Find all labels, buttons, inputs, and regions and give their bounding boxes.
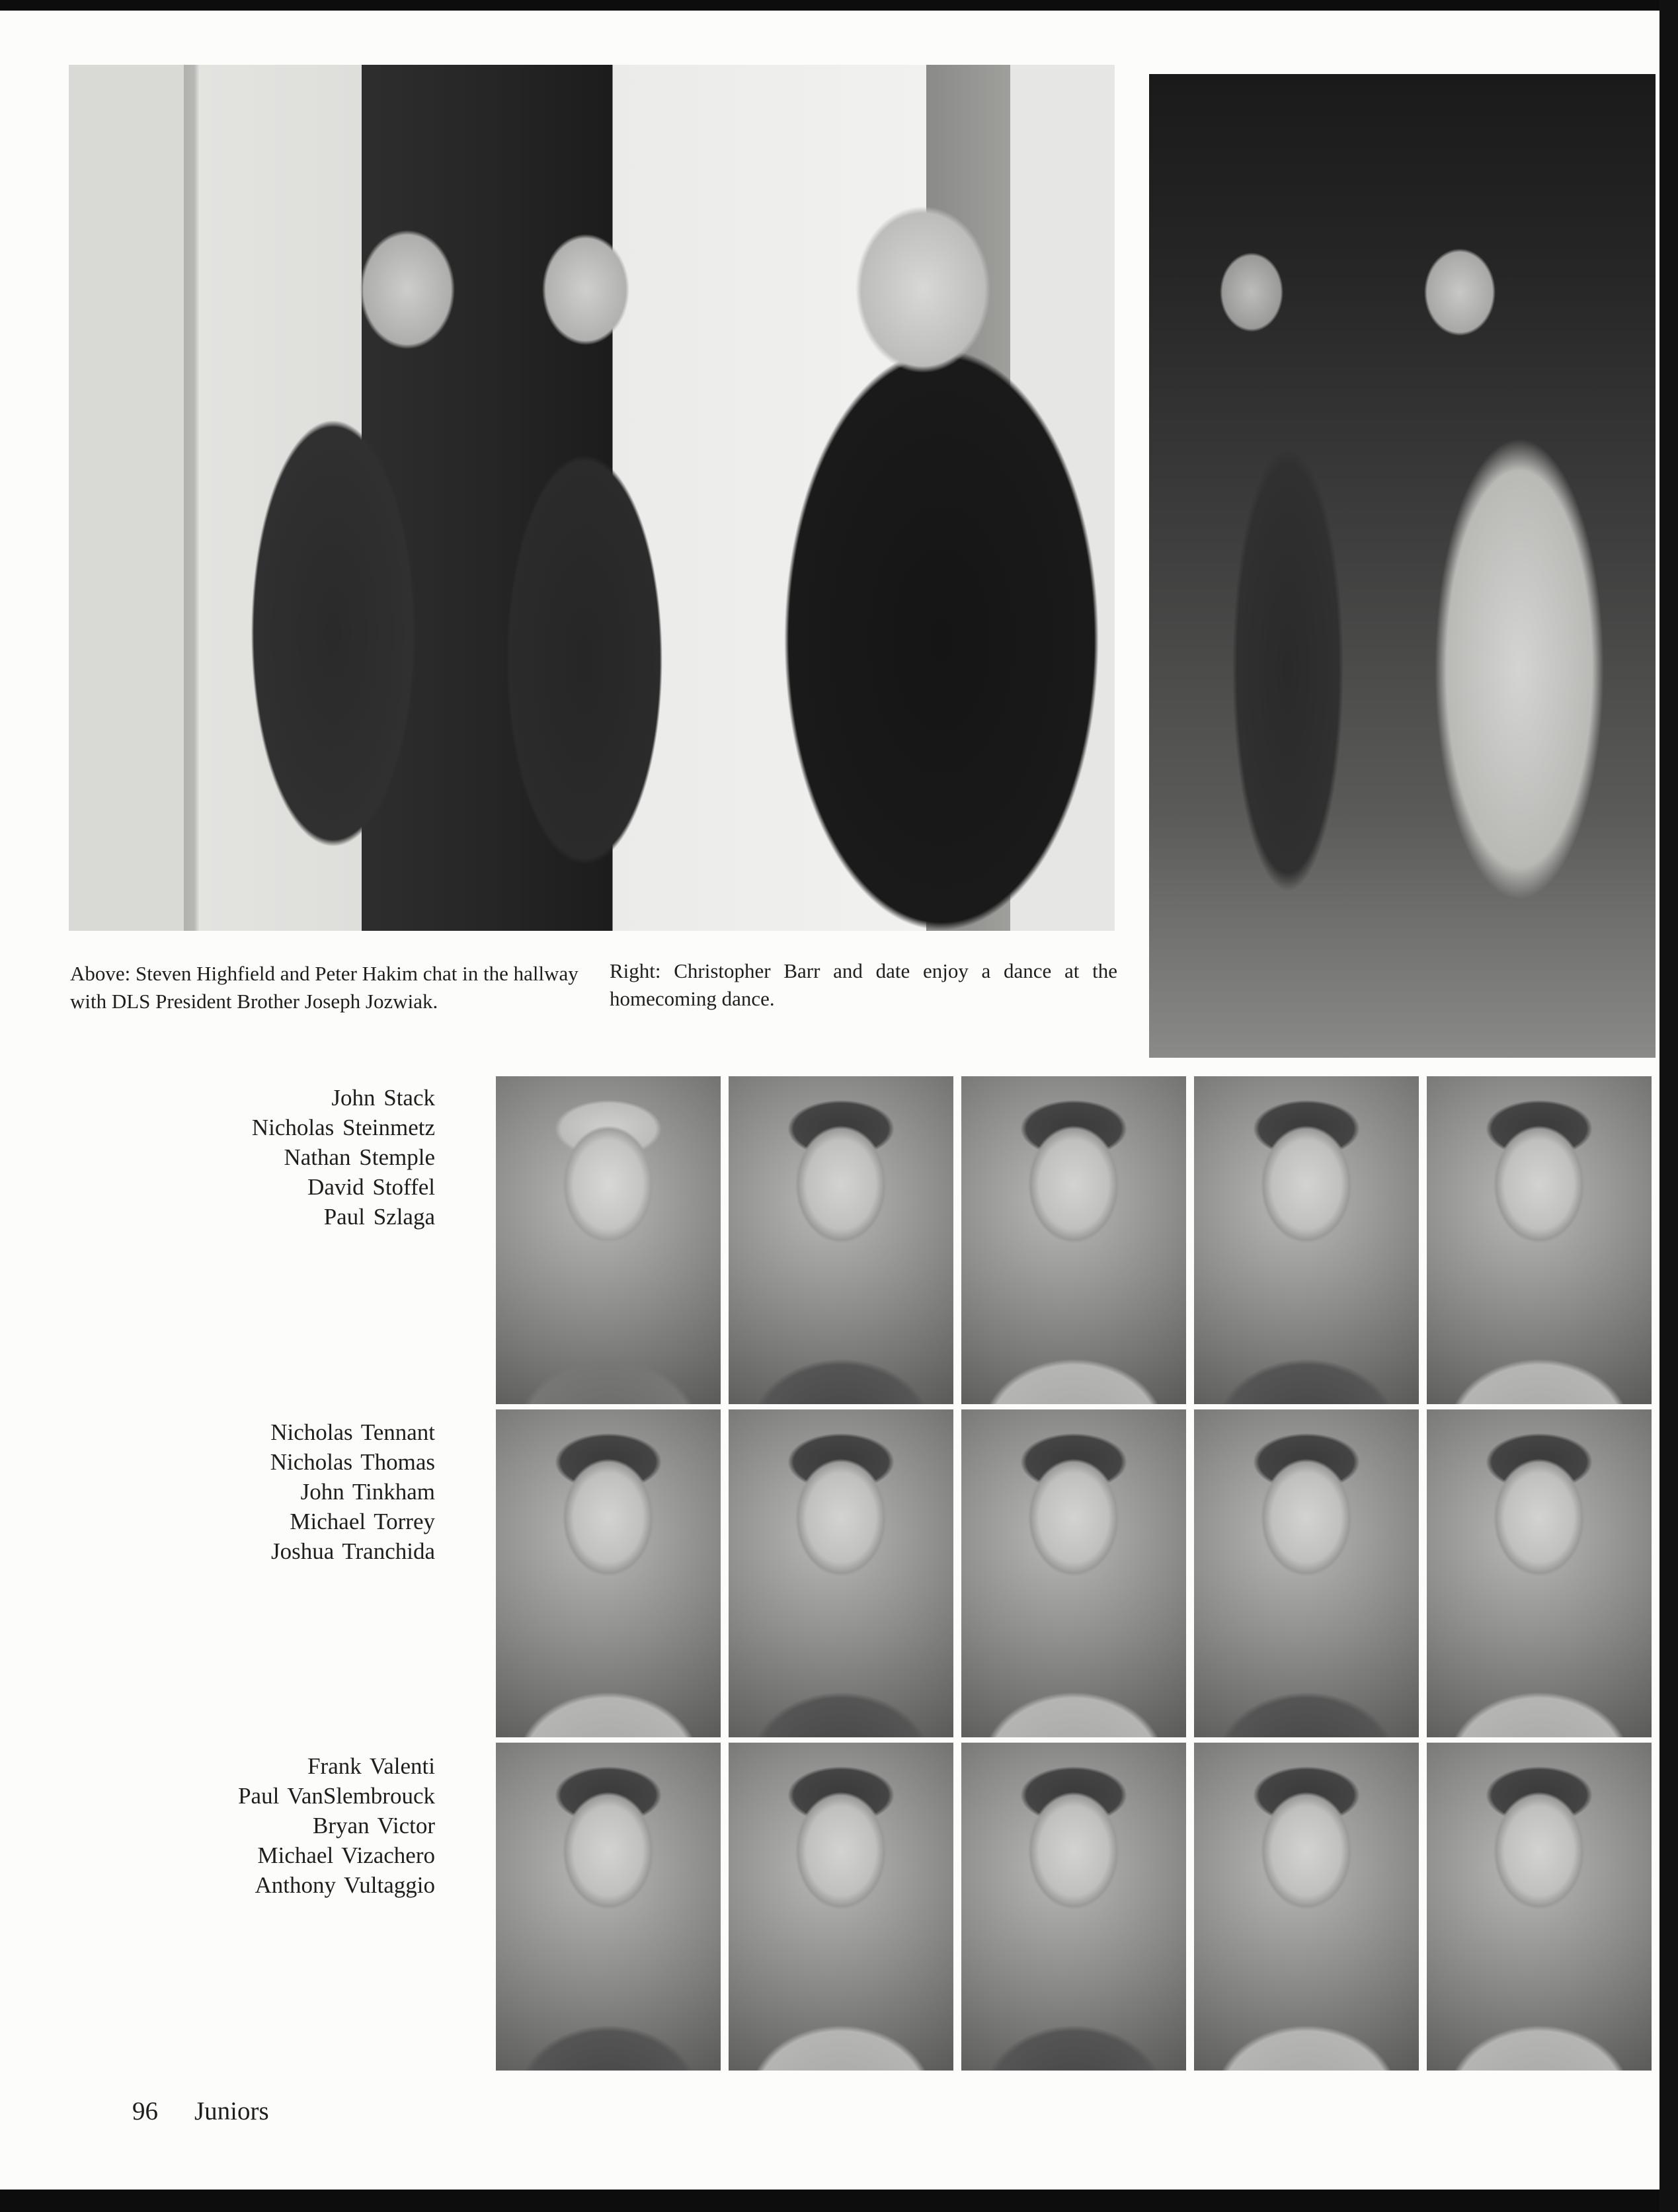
section-title: Juniors bbox=[194, 2097, 269, 2125]
student-name: Michael Torrey bbox=[290, 1509, 435, 1534]
portrait-photo bbox=[729, 1076, 953, 1404]
dance-photo-caption: Right: Christopher Barr and date enjoy a dance at the homecoming dance. bbox=[610, 959, 1117, 1010]
hallway-photo-caption: Above: Steven Highfield and Peter Hakim chat in the hallway with DLS President Brother Joseph Jozwiak. bbox=[70, 962, 579, 1013]
name-list-row-3 bbox=[0, 1751, 435, 1900]
portrait-photo bbox=[496, 1743, 721, 2071]
portrait-photo bbox=[496, 1076, 721, 1404]
student-name: Paul Szlaga bbox=[323, 1204, 435, 1230]
student-name: Bryan Victor bbox=[313, 1813, 435, 1838]
portrait-photo bbox=[729, 1743, 953, 2071]
student-name: Nicholas Thomas bbox=[270, 1449, 435, 1475]
name-list-row-2 bbox=[0, 1417, 435, 1566]
page-number: 96 bbox=[132, 2097, 158, 2125]
portrait-photo bbox=[496, 1409, 721, 1737]
student-name: Nicholas Steinmetz bbox=[251, 1115, 435, 1140]
student-name: Michael Vizachero bbox=[257, 1842, 435, 1868]
portrait-photo bbox=[1194, 1743, 1419, 2071]
portrait-photo bbox=[961, 1409, 1186, 1737]
portrait-photo bbox=[1427, 1076, 1652, 1404]
yearbook-page bbox=[0, 11, 1659, 2190]
portrait-photo bbox=[961, 1076, 1186, 1404]
name-list-row-1 bbox=[0, 1083, 435, 1232]
homecoming-dance-photo bbox=[1149, 74, 1656, 1058]
student-name: Nathan Stemple bbox=[284, 1144, 435, 1170]
student-name: Frank Valenti bbox=[307, 1753, 435, 1779]
hallway-photo bbox=[69, 65, 1115, 931]
page-edge bbox=[1659, 0, 1678, 2212]
portrait-photo bbox=[1427, 1409, 1652, 1737]
student-name: Paul VanSlembrouck bbox=[238, 1783, 435, 1809]
student-name: Joshua Tranchida bbox=[270, 1538, 435, 1564]
portrait-photo bbox=[1194, 1076, 1419, 1404]
portrait-photo bbox=[729, 1409, 953, 1737]
student-name: Anthony Vultaggio bbox=[255, 1872, 435, 1898]
portrait-photo bbox=[961, 1743, 1186, 2071]
student-name: John Tinkham bbox=[300, 1479, 435, 1505]
student-name: Nicholas Tennant bbox=[270, 1419, 435, 1445]
student-name: John Stack bbox=[331, 1085, 435, 1111]
portrait-photo bbox=[1427, 1743, 1652, 2071]
portrait-photo bbox=[1194, 1409, 1419, 1737]
student-name: David Stoffel bbox=[307, 1174, 435, 1200]
